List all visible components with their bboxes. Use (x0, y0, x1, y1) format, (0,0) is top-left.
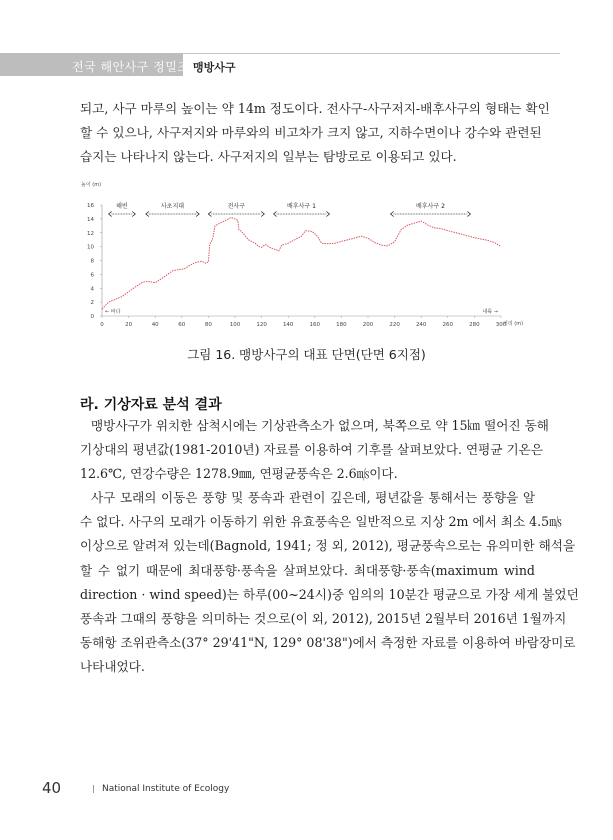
y-tick-label: 0 (90, 314, 94, 320)
y-tick-label: 16 (87, 203, 94, 209)
x-tick-label: 160 (309, 322, 321, 328)
text-line: 12.6℃, 연강수량은 1278.9㎜, 연평균풍속은 2.6㎧이다. (80, 466, 398, 481)
footer-organization: National Institute of Ecology (102, 784, 230, 794)
zone-label: 배후사구 1 (287, 203, 316, 210)
y-axis-label: 높이 (m) (81, 182, 102, 188)
arrow-left-icon (109, 212, 112, 217)
header-title: 전국 해안사구 정밀조사 (72, 60, 202, 74)
arrow-left-icon (274, 212, 277, 217)
arrow-right-icon (326, 212, 329, 217)
x-tick-label: 140 (282, 322, 294, 328)
arrow-right-icon (196, 212, 199, 217)
text-line: 맹방사구가 위치한 삼척시에는 기상관측소가 없으며, 북쪽으로 약 15㎞ 떨어진 동해 (91, 418, 549, 433)
section-heading: 라. 기상자료 분석 결과 (80, 397, 222, 413)
zone-annotation (208, 202, 264, 217)
arrow-right-icon (132, 212, 135, 217)
right-note: 내륙 → (482, 309, 498, 315)
zone-annotation (274, 202, 330, 217)
arrow-left-icon (391, 212, 394, 217)
y-tick-label: 10 (87, 244, 94, 251)
header-rule (183, 53, 560, 54)
x-tick-label: 20 (125, 322, 133, 328)
text-line: 할 수 없기 때문에 최대풍향·풍속을 살펴보았다. 최대풍향·풍속(maximum wind (80, 563, 535, 578)
text-line: 사구 모래의 이동은 풍향 및 풍속과 관련이 깊은데, 평년값을 통해서는 풍향을 알 (91, 490, 535, 505)
x-axis-label: 거리 (m) (503, 321, 524, 327)
page-number: 40 (42, 779, 62, 797)
header-subtitle: 맹방사구 (193, 61, 236, 74)
text-line: 되고, 사구 마루의 높이는 약 14m 정도이다. 전사구-사구저지-배후사구의 형태는 확인 (80, 101, 550, 116)
x-tick-label: 200 (362, 322, 374, 328)
x-tick-label: 220 (389, 322, 400, 328)
x-tick-label: 100 (229, 322, 241, 328)
x-tick-label: 180 (336, 322, 347, 328)
text-line: 수 없다. 사구의 모래가 이동하기 위한 유효풍속은 일반적으로 지상 2m 에서 최소 4.5㎧ (80, 514, 562, 529)
x-tick-label: 80 (204, 322, 212, 328)
arrow-right-icon (261, 212, 264, 217)
y-tick-label: 4 (90, 286, 94, 293)
zone-annotation (146, 202, 199, 217)
zone-label: 사초지대 (160, 203, 185, 210)
text-line: 동해항 조위관측소(37° 29'41"N, 129° 08'38")에서 측정한 자료를 이용하여 바람장미로 (80, 635, 576, 650)
text-line: direction · wind speed)는 하루(00~24시)중 임의의 10분간 평균으로 가장 세게 불었던 (80, 587, 579, 602)
x-tick-label: 0 (100, 322, 104, 328)
footer-separator (93, 785, 94, 793)
zone-label: 배후사구 2 (416, 203, 445, 210)
figure-caption: 그림 16. 맹방사구의 대표 단면(단면 6지점) (187, 347, 426, 362)
zone-label: 해빈 (116, 203, 128, 210)
arrow-left-icon (146, 212, 149, 217)
y-tick-label: 2 (90, 300, 94, 307)
series-line (102, 218, 501, 310)
x-tick-label: 60 (178, 322, 186, 328)
y-tick-label: 6 (90, 272, 94, 279)
x-tick-label: 40 (151, 322, 159, 328)
text-line: 이상으로 알려져 있는데(Bagnold, 1941; 정 외, 2012), 평균풍속으로는 유의미한 해석을 (80, 538, 576, 553)
text-line: 나타내었다. (80, 659, 145, 674)
arrow-left-icon (208, 212, 211, 217)
y-tick-label: 12 (87, 230, 94, 237)
zone-label: 전사구 (227, 203, 246, 210)
text-line: 습지는 나타나지 않는다. 사구저지의 일부는 탐방로로 이용되고 있다. (80, 149, 457, 164)
text-line: 기상대의 평년값(1981-2010년) 자료를 이용하여 기후를 살펴보았다. 연평균 기온은 (80, 442, 544, 457)
text-line: 풍속과 그때의 풍향을 의미하는 것으로(이 외, 2012), 2015년 2월부터 2016년 1월까지 (80, 611, 567, 626)
x-tick-label: 300 (495, 322, 507, 328)
arrow-right-icon (467, 212, 470, 217)
y-tick-label: 14 (87, 216, 94, 223)
x-tick-label: 280 (469, 322, 480, 328)
x-tick-label: 120 (256, 322, 267, 328)
x-tick-label: 260 (442, 322, 454, 328)
x-tick-label: 240 (415, 322, 427, 328)
left-note: ← 바다 (105, 309, 121, 315)
profile-chart (60, 170, 530, 340)
y-tick-label: 8 (90, 258, 94, 265)
zone-annotation (109, 202, 136, 217)
zone-annotation (391, 202, 471, 217)
text-line: 할 수 있으나, 사구저지와 마루와의 비고차가 크지 않고, 지하수면이나 강수와 관련된 (80, 125, 542, 140)
